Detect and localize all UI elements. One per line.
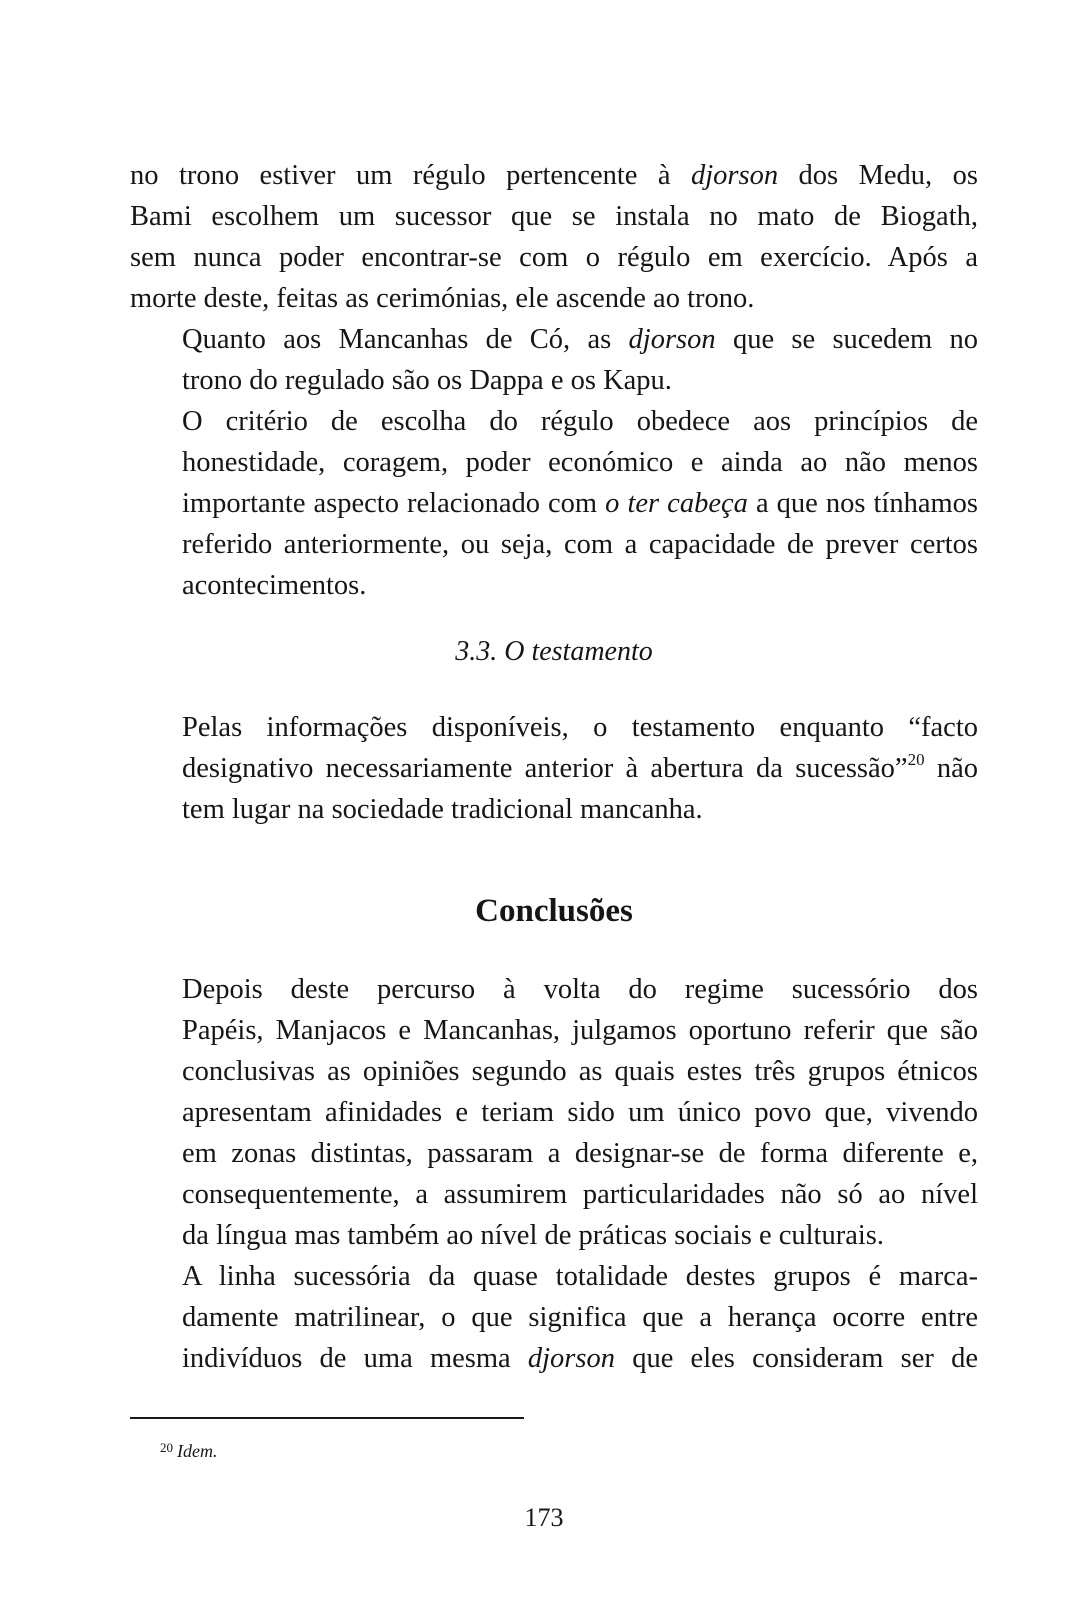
paragraph-mancanhas-de-co: Quanto aos Mancanhas de Có, as djorson que se sucedem no trono do regulado são os Dappa e os Kapu. — [182, 324, 978, 396]
footnote — [160, 1436, 217, 1463]
chapter-heading: Conclusões — [475, 893, 633, 929]
paragraph-selection-criteria: O critério de escolha do régulo obedece aos princípios de honestidade, coragem, poder económico e ainda ao não menos importante aspecto relacionado com o ter cabeça a que nos tínhamos referido anteriormente, ou seja, com a capacidade de prever certos acontecimentos. — [182, 406, 979, 601]
footnote-number: 20 — [160, 1440, 173, 1455]
section-heading: 3.3. O testamento — [455, 636, 653, 667]
footnote-reference: 20 — [907, 750, 925, 769]
paragraph-succession-medu: no trono estiver um régulo pertencente à djorson dos Medu, os Bami escolhem um sucessor que se instala no mato de Biogath, sem nunca poder encontrar-se com o régulo em exercício. Após a morte deste, feitas as cerimónias, ele ascende ao trono. — [130, 160, 978, 314]
page-number: 173 — [524, 1503, 564, 1532]
footnote-divider — [130, 1417, 524, 1419]
footnote-text: Idem. — [177, 1441, 218, 1461]
paragraph-matrilineal: A linha sucessória da quase totalidade destes grupos é marca- damente matrilinear, o que significa que a herança ocorre entre indivíduos de uma mesma djorson que eles consideram ser de — [182, 1261, 978, 1374]
paragraph-conclusions: Depois deste percurso à volta do regime sucessório dos Papéis, Manjacos e Mancanhas, julgamos oportuno referir que são conclusivas as opiniões segundo as quais estes três grupos étnicos apresentam afinidades e teriam sido um único povo que, vivendo em zonas distintas, passaram a designar-se de forma diferente e, consequentemente, a assumirem particularidades não só ao nível da língua mas também ao nível de práticas sociais e culturais. — [182, 974, 978, 1251]
paragraph-testament: Pelas informações disponíveis, o testamento enquanto “facto designativo necessariamente anterior à abertura da sucessão”$^{20}$ não tem lugar na sociedade tradicional mancanha. — [182, 712, 978, 825]
